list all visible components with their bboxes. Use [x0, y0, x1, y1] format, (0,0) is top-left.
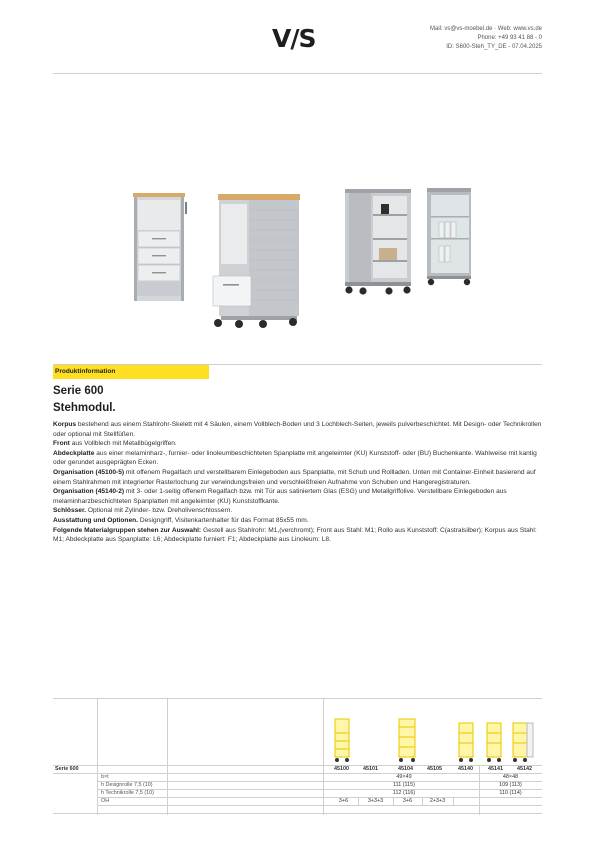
paragraph-abdeckplatte [53, 449, 548, 468]
paragraph-label: Ausstattung und Optionen. [53, 516, 138, 524]
table-value: 111 (115) [393, 782, 415, 788]
paragraph-text: Gestell aus Stahlrohr: M1,(verchromt); Front aus Stahl: M1; Rollo aus Kunststoff: C(astralsilber); Korpus aus Stahl: M1; Abdeckplatte aus Spanplatte: L6; Abdeckplatte furniert: F1; Abdeckplatte aus Linoleum: L8. [53, 526, 537, 544]
paragraph-text: aus Vollblech mit Metallbügelgriffen. [69, 440, 177, 448]
table-value: 3+3+3 [367, 798, 384, 804]
article-icon-45142 [513, 723, 533, 762]
paragraph-ausstattung [53, 516, 548, 526]
article-number: 45101 [363, 766, 378, 772]
article-number: 45104 [398, 766, 413, 772]
article-icon-45100 [335, 719, 349, 762]
table-divider [453, 797, 454, 805]
paragraph-text: mit 3- oder 1-seitig offenem Regalfach bzw. mit Tür aus satiniertem Glas (ESG) und Metallgriffolive. Verstellbare Einlegeboden aus melaminharzbeschichteten Spanplatten mit angeleimter (KU) Kunststoffkante. [53, 488, 507, 505]
series-title: Serie 600 [53, 385, 104, 397]
vs-logo: V/S [272, 24, 316, 53]
row-label: h Designrolle 7,5 (10) [101, 782, 153, 788]
row-label: h Technikrolle 7,5 (10) [101, 790, 154, 796]
table-divider [393, 797, 394, 805]
paragraph-organisation-2 [53, 487, 548, 506]
paragraph-label: Front [53, 440, 70, 448]
table-value: 48×48 [502, 774, 519, 780]
paragraph-label: Organisation (45100-5) [53, 468, 125, 476]
article-icon-45141 [487, 723, 501, 762]
section-tag: Produktinformation [53, 365, 209, 379]
paragraph-text: Designgriff, Visitenkartenhalter für das Format 85x55 mm. [137, 516, 309, 524]
row-label: OH [101, 798, 110, 804]
product-45140-image [345, 189, 411, 295]
article-icons [329, 715, 539, 763]
row-label: b×t [101, 774, 109, 780]
paragraph-front [53, 439, 548, 449]
header-divider [53, 73, 542, 74]
paragraph-label: Organisation (45140-2) [53, 488, 125, 496]
paragraph-text: mit offenem Regalfach und verstellbarem Einlegeboden aus Spanplatte, mit Schub und Rollladen. Unten mit Container-Einheit basierend auf einem Stahlrahmen mit integrierter Rasterlochung zur verwindungsfreien und verschleißfreien Aufnahme von Schuben und Hangeregistraturen. [53, 468, 536, 486]
article-number: 45141 [488, 766, 503, 772]
module-title: Stehmodul. [53, 402, 116, 414]
contact-phone: Phone: +49 93 41 88 - 0 [477, 35, 542, 41]
contact-info [430, 25, 542, 52]
paragraph-korpus [53, 420, 548, 439]
table-value: 3+6 [402, 798, 413, 804]
document-id: ID: S600-Steh_TY_DE - 07.04.2025 [446, 44, 542, 50]
table-value: 109 (113) [499, 782, 522, 788]
contact-mail-web[interactable]: Mail: vs@vs-moebel.de · Web: www.vs.de [429, 26, 542, 32]
table-divider [422, 797, 423, 805]
paragraph-text: aus einer melaminharz-, furnier- oder linoleumbeschichteten Spanplatte mit angeleimter (KU) Kunststoff- oder (BU) Buchenkante. Wahlweise mit kantig oder gerundet ausgeprägten Ecken. [53, 449, 537, 467]
article-number: 45100 [334, 766, 349, 772]
paragraph-text: Optional mit Zylinder- bzw. Dreholivenschlossern. [86, 507, 233, 515]
product-45142-image [427, 188, 471, 285]
product-45100-image [133, 193, 187, 301]
paragraph-label: Schlösser. [53, 507, 86, 515]
table-value: 3+6 [338, 798, 349, 804]
paragraph-schloesser [53, 506, 548, 516]
product-description [53, 420, 548, 545]
table-value: 49×49 [396, 774, 412, 780]
paragraph-label: Folgende Materialgruppen stehen zur Auswahl: [53, 526, 202, 534]
table-value: 112 (116) [392, 790, 416, 796]
product-photos [53, 180, 542, 330]
article-icon-45104 [399, 719, 415, 762]
article-number: 45105 [427, 766, 442, 772]
table-value: 2+3+3 [429, 798, 446, 804]
article-number: 45142 [517, 766, 532, 772]
paragraph-text: bestehend aus einem Stahlrohr-Skelett mit 4 Säulen, einem Vollblech-Boden und 3 Lochblech-Seiten, jeweils pulverbeschichtet. Mit Design- oder Technikrollen oder optional mit Stellfüßen. [53, 421, 542, 438]
paragraph-materialgruppen [53, 526, 548, 545]
table-value: 110 (114) [499, 790, 522, 796]
table-divider [358, 797, 359, 805]
table-rule [97, 797, 542, 798]
article-number: 45140 [458, 766, 473, 772]
spec-table [53, 698, 542, 814]
table-series-label: Serie 600 [55, 766, 79, 772]
paragraph-organisation-1 [53, 468, 548, 487]
article-icon-45140 [459, 723, 473, 762]
paragraph-label: Korpus [53, 421, 77, 428]
product-45104-image [213, 194, 300, 328]
table-rule [97, 805, 542, 806]
paragraph-label: Abdeckplatte [53, 449, 95, 457]
